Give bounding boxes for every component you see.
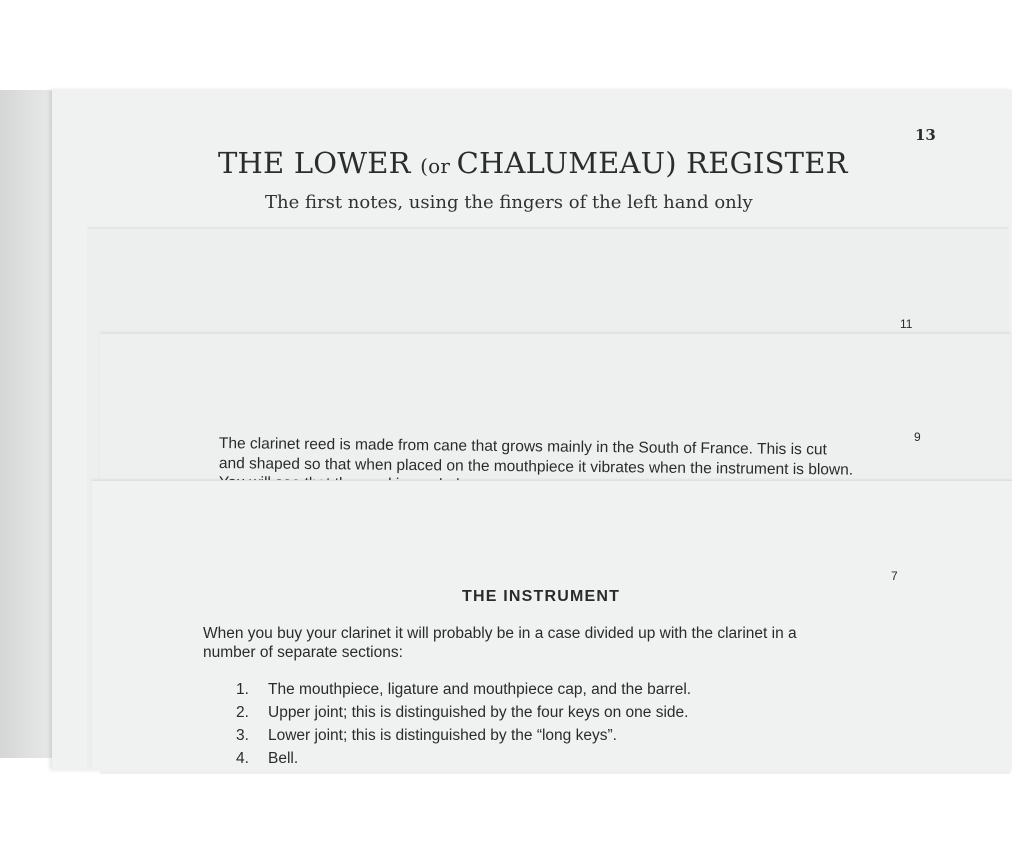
list-item-text: The mouthpiece, ligature and mouthpiece cap, and the barrel. — [268, 681, 692, 698]
list-item-number: 4. — [236, 750, 249, 767]
title-part-1: THE LOWER — [218, 146, 421, 180]
list-item-text: Upper joint; this is distinguished by the four keys on one side. — [268, 704, 689, 721]
list-item-text: Lower joint; this is distinguished by the “long keys”. — [268, 727, 617, 744]
page-number-13: 13 — [915, 126, 936, 144]
instrument-heading: THE INSTRUMENT — [462, 588, 621, 605]
list-item-number: 3. — [236, 727, 249, 744]
list-item — [236, 681, 691, 699]
list-item-number: 2. — [236, 704, 249, 721]
photo-of-stacked-booklet-pages — [0, 90, 999, 767]
page-number-9: 9 — [914, 430, 921, 444]
list-item — [236, 750, 299, 767]
list-item-text: Bell. — [268, 750, 299, 767]
page-13-title — [218, 146, 848, 180]
list-item — [236, 704, 688, 722]
intro-line-2: number of separate sections: — [203, 644, 403, 661]
title-paren: (or — [420, 154, 457, 178]
page-number-7: 7 — [891, 569, 898, 583]
intro-line-1: When you buy your clarinet it will probably be in a case divided up with the clarinet in a — [203, 625, 797, 642]
page-13-subtitle: The first notes, using the fingers of the left hand only — [265, 192, 753, 213]
title-part-2: CHALUMEAU) REGISTER — [456, 146, 848, 180]
page-number-11: 11 — [900, 317, 913, 331]
reed-text-line-2: and shaped so that when placed on the mouthpiece it vibrates when the instrument is blown. — [218, 455, 854, 479]
book-spine-shadow — [0, 90, 52, 758]
list-item-number: 1. — [236, 681, 249, 698]
reed-text-line-1: The clarinet reed is made from cane that grows mainly in the South of France. This is cut — [218, 435, 827, 459]
list-item — [236, 727, 617, 745]
